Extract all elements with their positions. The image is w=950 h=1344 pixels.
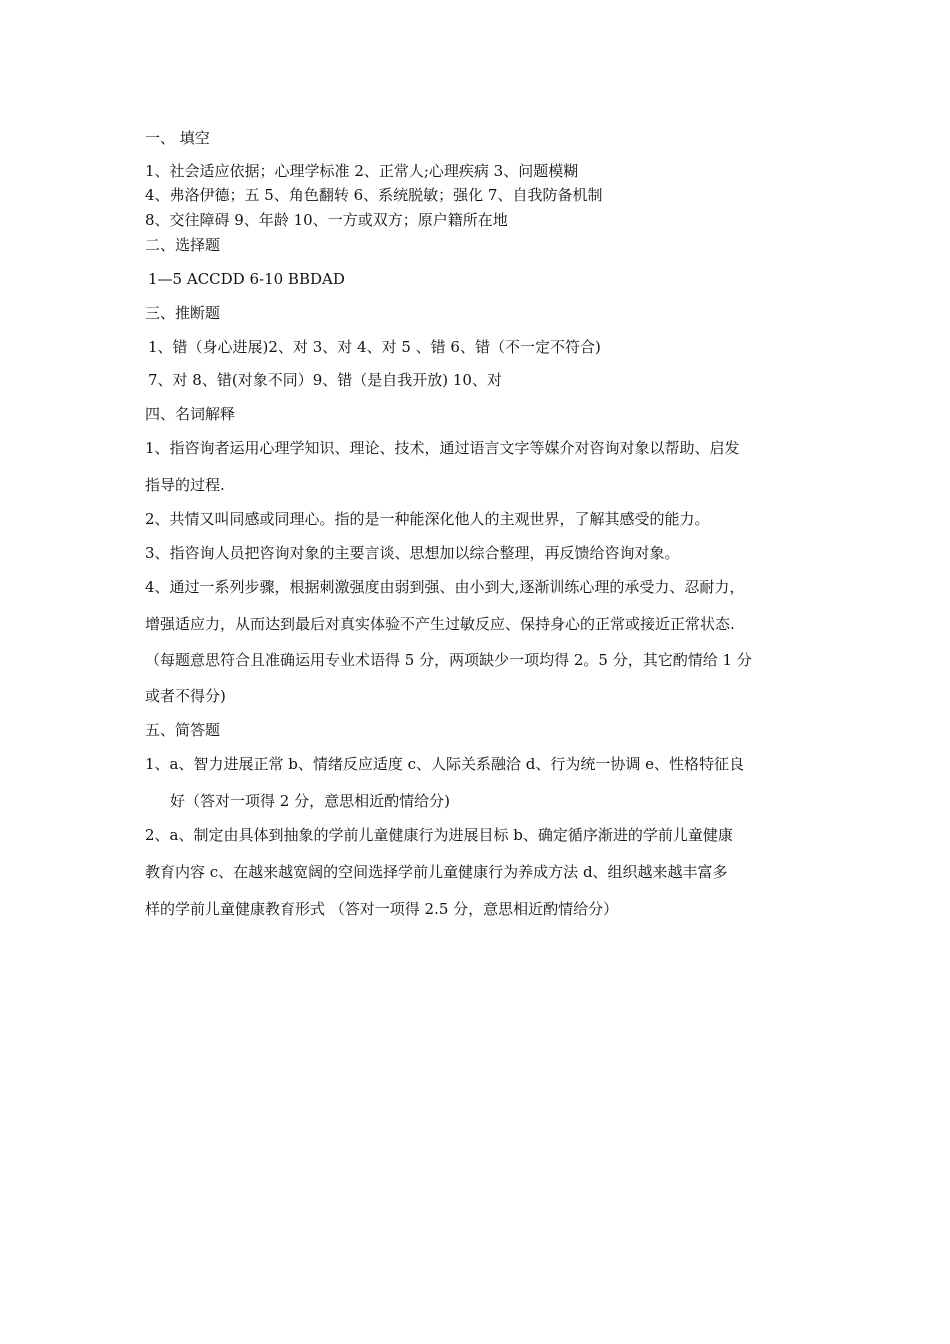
scoring-note: 或者不得分) [145,687,226,705]
answer-line: 2、共情又叫同感或同理心。指的是一种能深化他人的主观世界，了解其感受的能力。 [145,510,710,528]
section-heading-term-definitions: 四、名词解释 [145,405,236,423]
answer-line: 3、指咨询人员把咨询对象的主要言谈、思想加以综合整理，再反馈给咨询对象。 [145,544,680,562]
answer-line: 增强适应力，从而达到最后对真实体验不产生过敏反应、保持身心的正常或接近正常状态. [145,615,735,633]
section-heading-multiple-choice: 二、选择题 [145,236,221,254]
answer-line: 1、错（身心进展)2、对 3、对 4、对 5 、错 6、错（不一定不符合) [148,338,601,356]
answer-line: 教育内容 c、在越来越宽阔的空间选择学前儿童健康行为养成方法 d、组织越来越丰富多 [145,863,728,881]
answer-line: 4、通过一系列步骤，根据刺激强度由弱到强、由小到大,逐渐训练心理的承受力、忍耐力， [145,578,745,596]
answer-line: 2、a、制定由具体到抽象的学前儿童健康行为进展目标 b、确定循序渐进的学前儿童健康 [145,826,733,844]
answer-line: 7、对 8、错(对象不同）9、错（是自我开放) 10、对 [148,371,502,389]
answer-line: 1、a、智力进展正常 b、情绪反应适度 c、人际关系融洽 d、行为统一协调 e、性格特征良 [145,755,745,773]
answer-line: 1—5 ACCDD 6-10 BBDAD [148,270,345,288]
answer-line: 好（答对一项得 2 分，意思相近酌情给分) [170,792,450,810]
answer-line: 1、指咨询者运用心理学知识、理论、技术，通过语言文字等媒介对咨询对象以帮助、启发 [145,439,740,457]
answer-line: 1、社会适应依据；心理学标准 2、正常人;心理疾病 3、问题模糊 [145,162,579,180]
section-heading-fill-blank: 一、 填空 [145,129,210,147]
answer-line: 8、交往障碍 9、年龄 10、一方或双方；原户籍所在地 [145,211,508,229]
answer-line: 4、弗洛伊德；五 5、角色翻转 6、系统脱敏；强化 7、自我防备机制 [145,186,603,204]
section-heading-true-false: 三、推断题 [145,304,221,322]
answer-line: 样的学前儿童健康教育形式 （答对一项得 2.5 分，意思相近酌情给分） [145,900,619,918]
section-heading-short-answer: 五、简答题 [145,721,221,739]
answer-line: 指导的过程. [145,476,225,494]
scoring-note: （每题意思符合且准确运用专业术语得 5 分，两项缺少一项均得 2。5 分，其它酌情给 1 分 [145,651,752,669]
